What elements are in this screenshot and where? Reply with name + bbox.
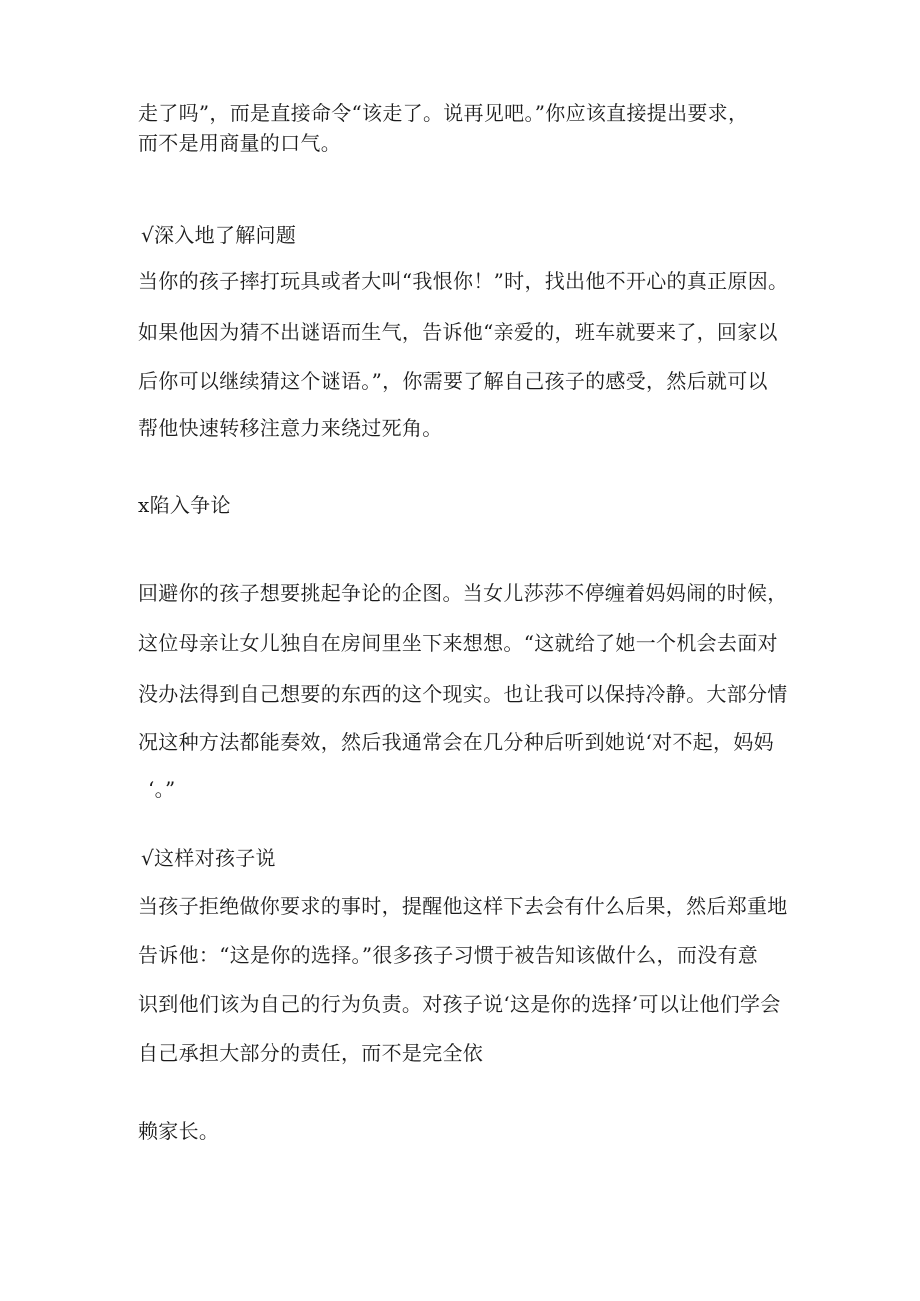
paragraph-tail: 赖家长。 <box>138 1119 220 1143</box>
paragraph-line: 没办法得到自己想要的东西的这个现实。也让我可以保持冷静。大部分情 <box>138 682 788 706</box>
paragraph-line: 况这种方法都能奏效，然后我通常会在几分种后听到她说‘对不起，妈妈 <box>138 730 774 754</box>
paragraph-line: 这位母亲让女儿独自在房间里坐下来想想。“这就给了她一个机会去面对 <box>138 631 778 655</box>
section-heading: √这样对孩子说 <box>141 846 276 870</box>
paragraph-line: 如果他因为猜不出谜语而生气，告诉他“亲爱的，班车就要来了，回家以 <box>138 320 778 344</box>
intro-line: 走了吗”，而是直接命令“该走了。说再见吧。”你应该直接提出要求， <box>138 101 749 125</box>
section-heading: x陷入争论 <box>138 493 231 517</box>
intro-line: 而不是用商量的口气。 <box>138 131 341 155</box>
paragraph-line: 帮他快速转移注意力来绕过死角。 <box>138 416 443 440</box>
paragraph-line: ‘。” <box>148 777 176 801</box>
paragraph-line: 当孩子拒绝做你要求的事时，提醒他这样下去会有什么后果，然后郑重地 <box>138 894 788 918</box>
paragraph-line: 当你的孩子摔打玩具或者大叫“我恨你！”时，找出他不开心的真正原因。 <box>138 269 789 293</box>
section-heading: √深入地了解问题 <box>141 223 297 247</box>
paragraph-line: 回避你的孩子想要挑起争论的企图。当女儿莎莎不停缠着妈妈闹的时候， <box>138 581 788 605</box>
paragraph-line: 自己承担大部分的责任，而不是完全依 <box>138 1041 484 1065</box>
paragraph-line: 后你可以继续猜这个谜语。”，你需要了解自己孩子的感受，然后就可以 <box>138 369 768 393</box>
paragraph-line: 识到他们该为自己的行为负责。对孩子说‘这是你的选择’可以让他们学会 <box>138 992 781 1016</box>
paragraph-line: 告诉他：“这是你的选择。”很多孩子习惯于被告知该做什么，而没有意 <box>138 943 759 967</box>
